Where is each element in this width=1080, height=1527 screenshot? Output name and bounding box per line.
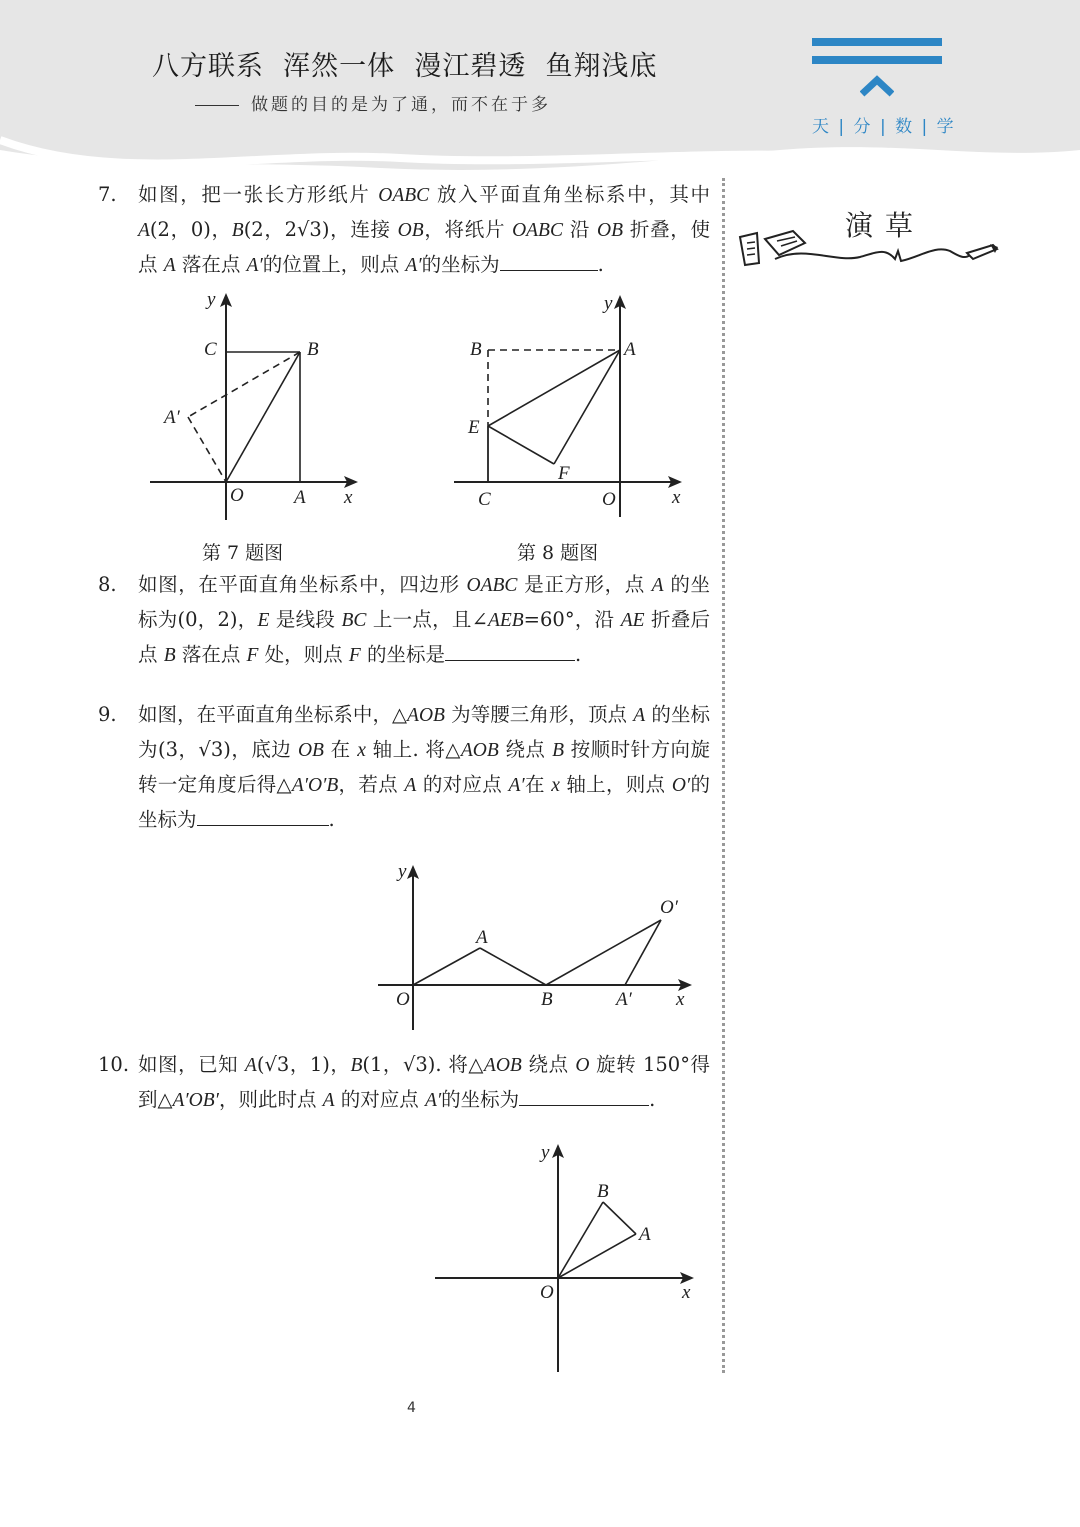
svg-text:A: A: [639, 1224, 651, 1245]
subtitle-dash: [195, 105, 239, 106]
svg-text:C: C: [204, 339, 217, 360]
column-divider: [722, 178, 725, 1373]
question-number: 10.: [98, 1053, 130, 1076]
svg-text:x: x: [344, 487, 353, 508]
question-number: 8.: [98, 573, 117, 596]
svg-text:A′: A′: [164, 407, 180, 428]
svg-text:x: x: [676, 989, 685, 1010]
logo-text: 天 | 分 | 数 | 学: [812, 117, 956, 137]
svg-text:E: E: [468, 417, 480, 438]
svg-text:x: x: [682, 1282, 691, 1303]
question-7: [98, 178, 710, 283]
svg-text:A: A: [476, 927, 488, 948]
svg-text:B: B: [597, 1181, 609, 1202]
question-text: 如图，在平面直角坐标系中，△AOB 为等腰三角形，顶点 A 的坐标为(3，√3)，底边 OB 在 x 轴上. 将△AOB 绕点 B 按顺时针方向旋转一定角度后得△A′O′B，若点 A 的对应点 A′在 x 轴上，则点 O′的坐标为 .: [138, 703, 711, 831]
svg-text:y: y: [604, 293, 613, 314]
logo-bar-top: [812, 38, 942, 46]
figure-10: [420, 1130, 710, 1380]
question-8: [98, 568, 710, 673]
svg-text:B: B: [307, 339, 319, 360]
subtitle-text: 做题的目的是为了通，而不在于多: [251, 95, 551, 115]
answer-blank[interactable]: [197, 803, 329, 826]
question-9: [98, 698, 710, 837]
svg-text:O: O: [602, 489, 616, 510]
svg-text:B: B: [470, 339, 482, 360]
logo-bar-bottom: [812, 56, 942, 64]
svg-text:x: x: [672, 487, 681, 508]
svg-text:A′: A′: [616, 989, 632, 1010]
svg-text:y: y: [398, 861, 407, 882]
page-number: 4: [407, 1400, 416, 1416]
figure-8: [440, 285, 700, 530]
svg-text:C: C: [478, 489, 491, 510]
chevron-up-icon: [860, 75, 894, 97]
question-text: 如图，把一张长方形纸片 OABC 放入平面直角坐标系中，其中 A(2，0)，B(2，2√3)，连接 OB，将纸片 OABC 沿 OB 折叠，使点 A 落在点 A′的位置上，则点 A′的坐标为 .: [138, 183, 711, 276]
svg-text:O: O: [540, 1282, 554, 1303]
svg-text:F: F: [558, 463, 570, 484]
answer-blank[interactable]: [445, 638, 575, 661]
scratch-decoration-icon: [735, 225, 1000, 275]
question-number: 9.: [98, 703, 117, 726]
figure-7-caption: 第 7 题图: [202, 542, 284, 564]
svg-text:O: O: [230, 485, 244, 506]
svg-text:B: B: [541, 989, 553, 1010]
question-number: 7.: [98, 183, 117, 206]
header-subtitle: [195, 90, 551, 115]
svg-text:A: A: [294, 487, 306, 508]
question-text: 如图，在平面直角坐标系中，四边形 OABC 是正方形，点 A 的坐标为(0，2)，E 是线段 BC 上一点，且∠AEB=60°，沿 AE 折叠后点 B 落在点 F 处，则点 F 的坐标是 .: [138, 573, 711, 666]
answer-blank[interactable]: [519, 1083, 649, 1106]
svg-text:y: y: [207, 289, 216, 310]
svg-text:A: A: [624, 339, 636, 360]
answer-blank[interactable]: [500, 248, 598, 271]
figure-7: [140, 285, 370, 530]
scratch-area-title: 演草: [845, 209, 926, 242]
svg-text:O: O: [396, 989, 410, 1010]
figure-8-caption: 第 8 题图: [517, 542, 599, 564]
svg-text:y: y: [541, 1142, 550, 1163]
header-motto: 八方联系 浑然一体 漫江碧透 鱼翔浅底: [152, 51, 658, 82]
question-text: 如图，已知 A(√3，1)，B(1，√3). 将△AOB 绕点 O 旋转 150°得到△A′OB′，则此时点 A 的对应点 A′的坐标为 .: [138, 1053, 710, 1111]
figure-9: [370, 855, 700, 1035]
svg-text:O′: O′: [660, 897, 678, 918]
question-10: [98, 1048, 710, 1118]
